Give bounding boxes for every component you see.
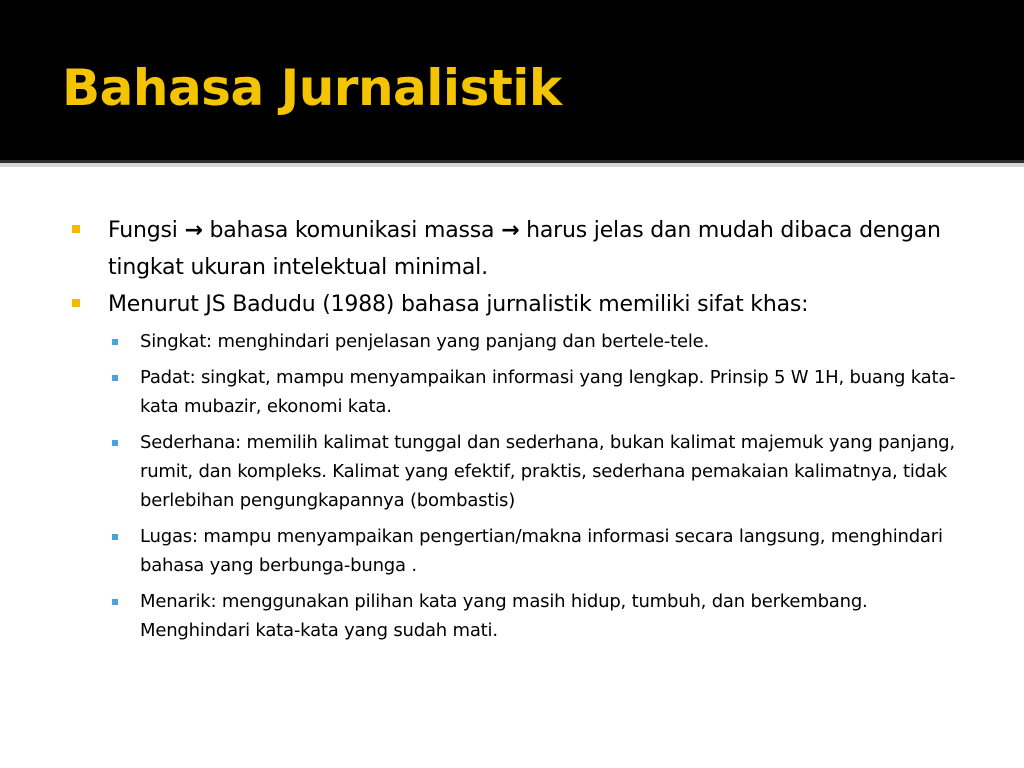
square-bullet-icon (112, 599, 118, 605)
sub-bullet-padat (72, 363, 972, 421)
square-bullet-icon (112, 534, 118, 540)
square-bullet-icon (112, 440, 118, 446)
right-arrow-icon: → (501, 218, 520, 243)
bullet-text: Menurut JS Badudu (1988) bahasa jurnalistik memiliki sifat khas: (108, 292, 809, 317)
sub-bullet-text: Singkat: menghindari penjelasan yang panjang dan bertele-tele. (140, 331, 710, 352)
slide-body (72, 212, 972, 652)
sub-bullet-text: Lugas: mampu menyampaikan pengertian/makna informasi secara langsung, menghindari bahasa yang berbunga-bunga . (140, 526, 943, 576)
right-arrow-icon: → (184, 218, 203, 243)
bullet-text-part: Fungsi (108, 218, 185, 243)
bullet-text-part: harus jelas dan mudah dibaca dengan tingkat ukuran intelektual minimal. (108, 218, 941, 280)
bullet-text-part: bahasa komunikasi massa (202, 218, 502, 243)
sub-bullet-list (72, 327, 972, 645)
slide-title: Bahasa Jurnalistik (62, 59, 562, 117)
square-bullet-icon (72, 299, 80, 307)
sub-bullet-singkat (72, 327, 972, 356)
sub-bullet-text: Sederhana: memilih kalimat tunggal dan sederhana, bukan kalimat majemuk yang panjang, rumit, dan kompleks. Kalimat yang efektif, praktis, sederhana pemakaian kalimatnya, tidak berlebihan pengungkapannya (bombastis) (140, 432, 955, 511)
sub-bullet-text: Menarik: menggunakan pilihan kata yang masih hidup, tumbuh, dan berkembang. Menghindari kata-kata yang sudah mati. (140, 591, 868, 641)
bullet-item-menurut (72, 286, 972, 323)
sub-bullet-lugas (72, 522, 972, 580)
square-bullet-icon (112, 339, 118, 345)
header-divider-light (0, 163, 1024, 167)
square-bullet-icon (112, 375, 118, 381)
sub-bullet-menarik (72, 587, 972, 645)
sub-bullet-text: Padat: singkat, mampu menyampaikan informasi yang lengkap. Prinsip 5 W 1H, buang kata-kata mubazir, ekonomi kata. (140, 367, 956, 417)
square-bullet-icon (72, 225, 80, 233)
bullet-item-fungsi (72, 212, 972, 286)
title-bar (0, 0, 1024, 160)
sub-bullet-sederhana (72, 428, 972, 515)
